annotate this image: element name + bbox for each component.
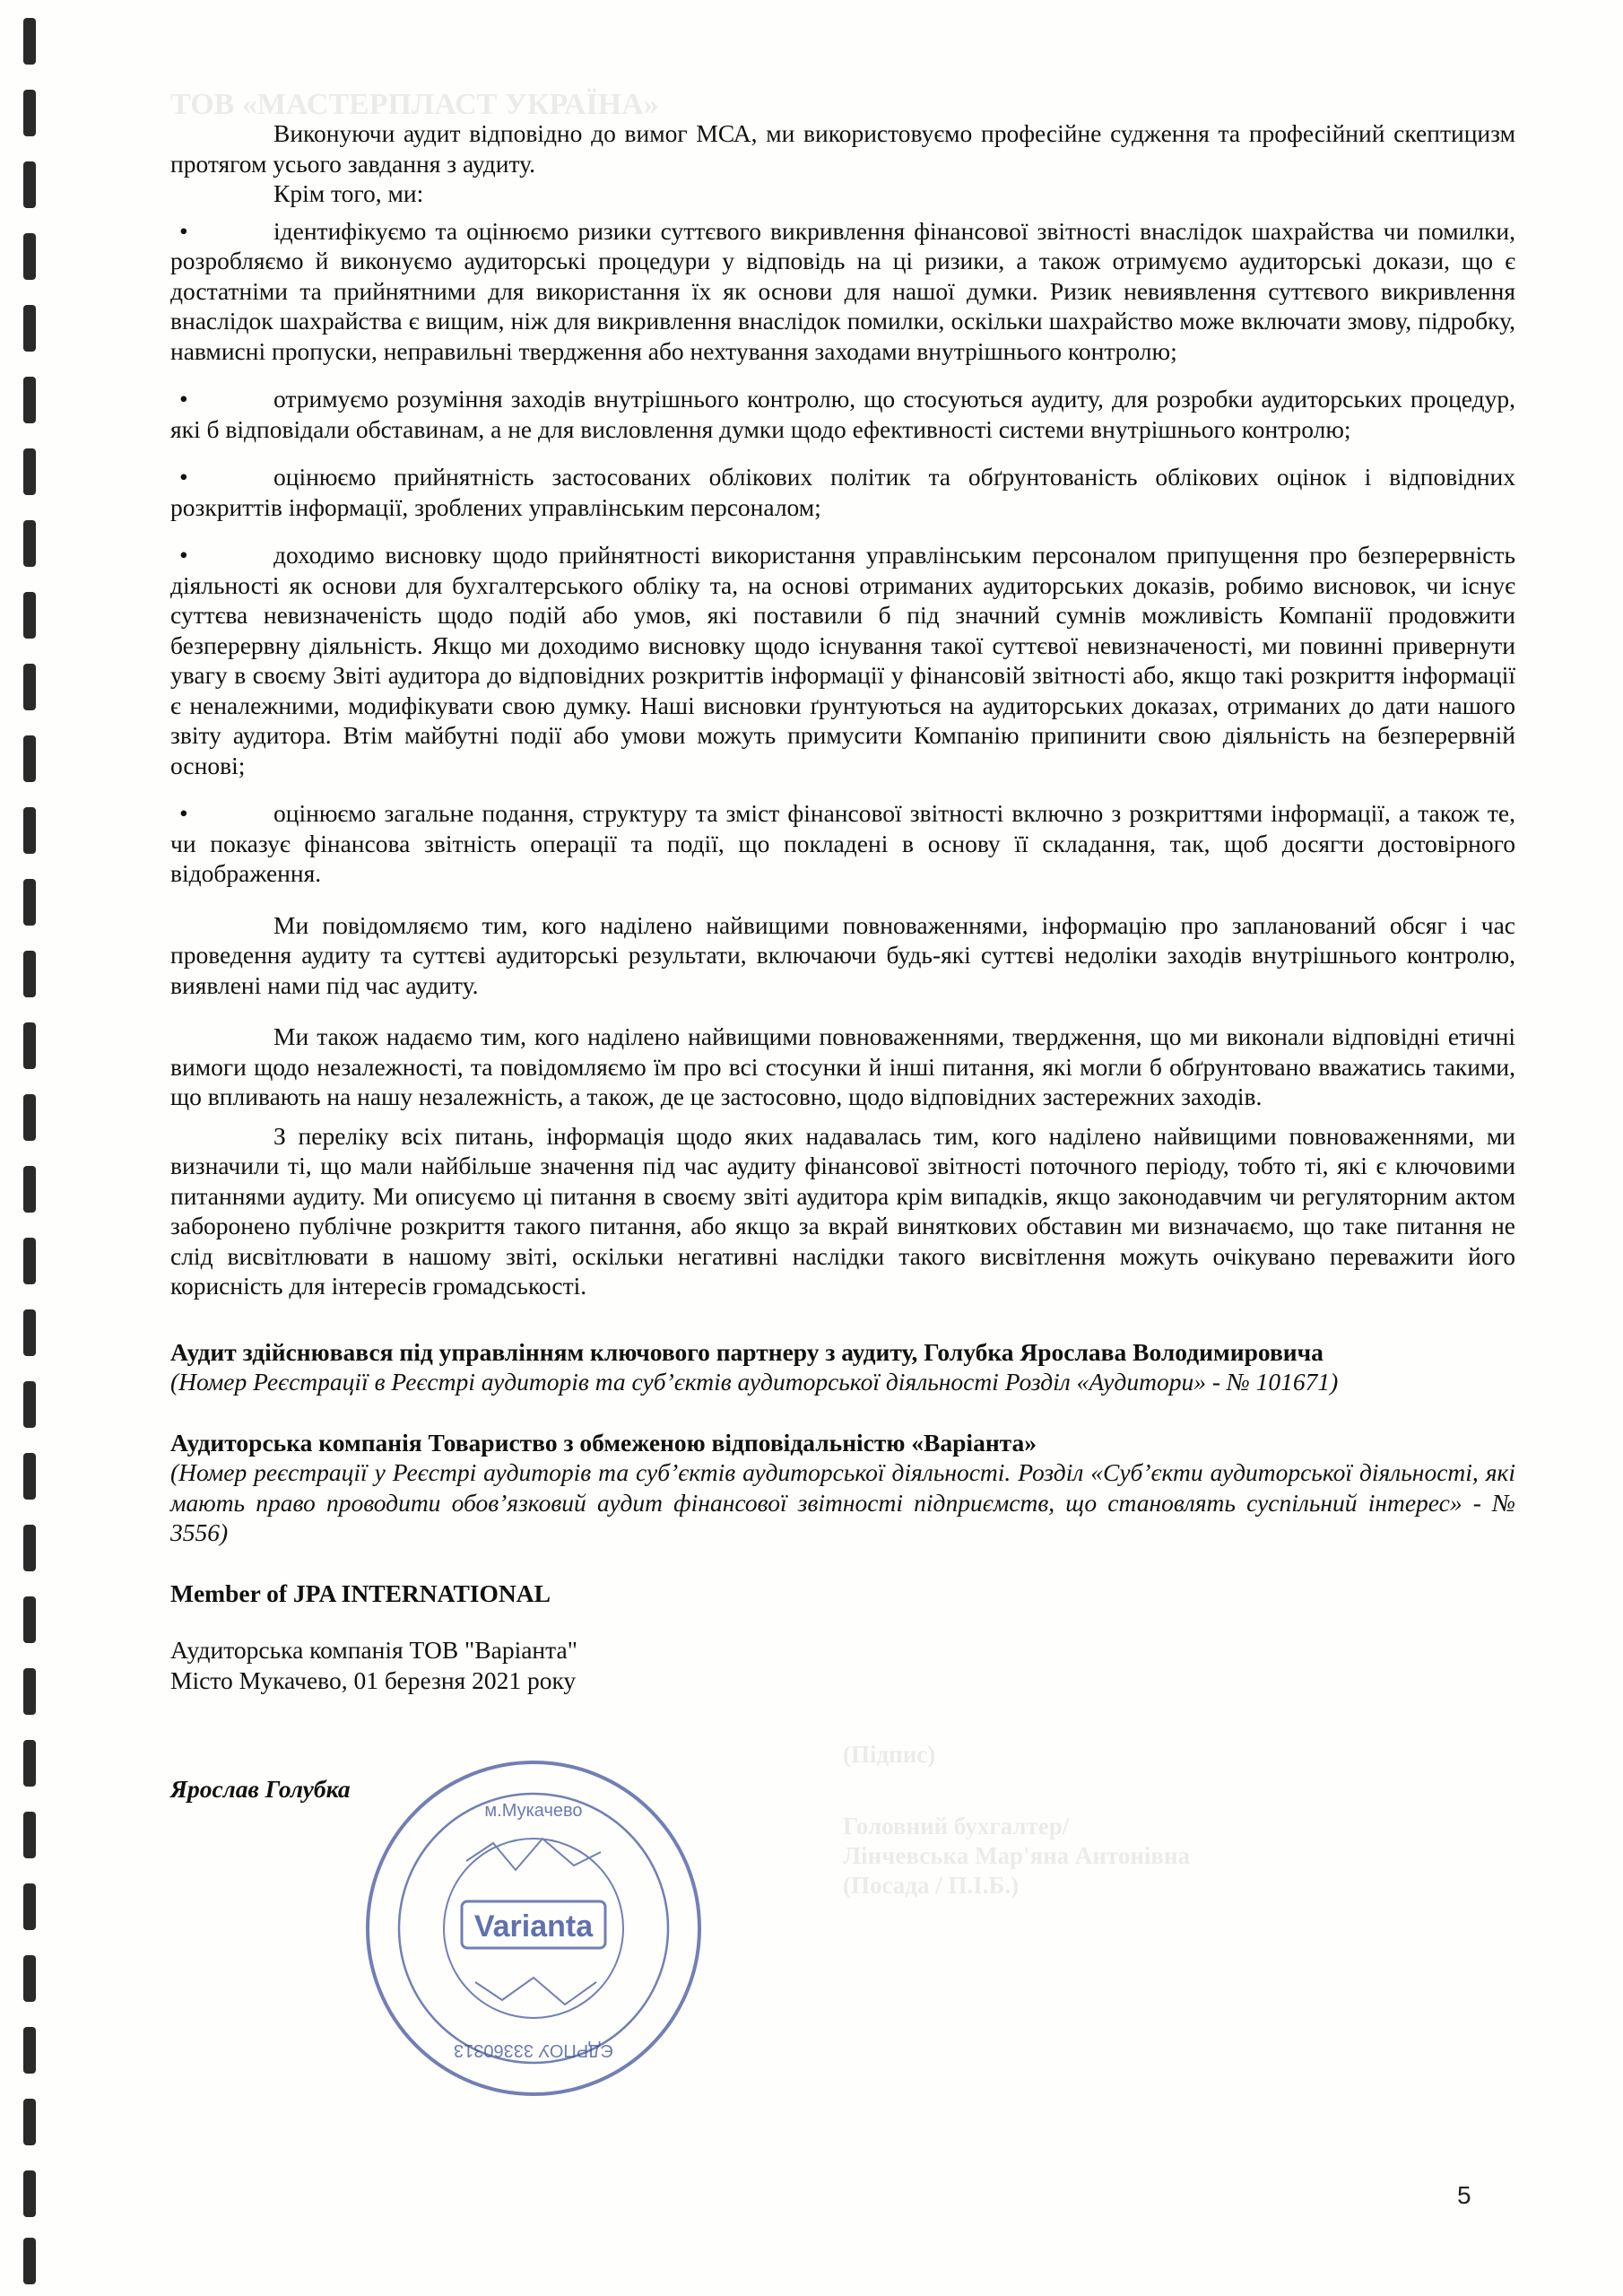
binding-hole (23, 807, 36, 854)
paragraph: Ми також надаємо тим, кого наділено найвищими повноваженнями, твердження, що ми виконали відповідні етичні вимоги щодо незалежності, та повідомляємо їм про всі стосунки й інші питання, які могли б обґрунтовано вважатись такими, що впливають на нашу незалежність, а також, де це застосовно, щодо відповідних застережних заходів. (170, 1022, 1515, 1110)
bullet-symbol: • (179, 463, 188, 491)
bleed-through-text: (Посада / П.І.Б.) (843, 1872, 1020, 1899)
bullet-text: отримуємо розуміння заходів внутрішнього контролю, що стосуються аудиту, для розробки аудиторських процедур, які б відповідали обставинам, а не для висловлення думки щодо ефективності системи внутрішнього контролю; (170, 385, 1515, 443)
seal-code-text: ЄДРПОУ 33360313 (454, 2040, 613, 2060)
partner-registration: (Номер Реєстрації в Реєстрі аудиторів та суб’єктів аудиторської діяльності Розділ «Аудитори» - № 101671) (170, 1368, 1339, 1396)
paragraph: Виконуючи аудит відповідно до вимог МСА, ми використовуємо професійне судження та професійний скептицизм протягом усього завдання з аудиту. (170, 119, 1515, 178)
bleed-through-text: (Підпис) (843, 1741, 936, 1768)
membership-line: Member of JPA INTERNATIONAL (170, 1578, 551, 1607)
binding-hole (23, 592, 36, 639)
seal-center-text: Varianta (473, 1909, 594, 1944)
bleed-through-text: Головний бухгалтер/ (843, 1813, 1070, 1839)
binding-hole (23, 2099, 36, 2145)
bullet-text: оцінюємо загальне подання, структуру та зміст фінансової звітності включно з розкриттями інформації, а також те, чи показує фінансова звітність операції та події, що покладені в основу її складання, так, щоб досягти достовірного відображення. (170, 799, 1515, 887)
bullet-symbol: • (179, 799, 188, 827)
paragraph: Крім того, ми: (273, 179, 424, 207)
bullet-text: доходимо висновку щодо прийнятності використання управлінським персоналом припущення про безперервність діяльності як основи для бухгалтерського обліку та, на основі отриманих аудиторських доказів, робимо висновок, чи існує суттєва невизначеність щодо подій або умов, які поставили б під значний сумнів можливість Компанії продовжити безперервну діяльність. Якщо ми доходимо висновку щодо існування такої суттєвої невизначеності, ми повинні привернути увагу в своєму Звіті аудитора до відповідних розкриттів інформації у фінансовій звітності або, якщо такі розкриття інформації є неналежними, модифікувати свою думку. Наші висновки ґрунтуються на аудиторських доказах, отриманих до дати нашого звіту аудитора. Втім майбутні події або умови можуть примусити Компанію припинити свою діяльність на безперервній основі; (170, 541, 1515, 779)
page-number: 5 (1457, 2181, 1471, 2209)
binding-hole (23, 1668, 36, 1715)
bullet-symbol: • (179, 216, 188, 245)
binding-hole (23, 1955, 36, 2002)
bullet-item (170, 462, 1515, 522)
binding-hole (23, 879, 36, 926)
binding-hole (23, 305, 36, 352)
partner-line: Аудит здійснювався під управлінням ключового партнеру з аудиту, Голубка Ярослава Володимировича (170, 1337, 1324, 1366)
binding-hole (23, 2238, 36, 2284)
binding-hole (23, 1883, 36, 1930)
binding-hole (23, 1740, 36, 1787)
company-registration: (Номер реєстрації у Реєстрі аудиторів та суб’єктів аудиторської діяльності. Розділ «Суб’єкти аудиторської діяльності, які мають право проводити обов’язковий аудит фінансової звітності підприємств, що становлять суспільний інтерес» - № 3556) (170, 1458, 1515, 1546)
bleed-through-text: Лінчевська Мар'яна Антонівна (843, 1842, 1191, 1869)
bullet-item (170, 384, 1515, 444)
binding-hole (23, 161, 36, 208)
seal-city-text: м.Мукачево (484, 1801, 583, 1821)
binding-hole (23, 1525, 36, 1571)
bullet-symbol: • (179, 385, 188, 413)
binding-hole (23, 1238, 36, 1284)
binding-hole (23, 1094, 36, 1141)
binding-holes (0, 0, 72, 2296)
binding-hole (23, 1309, 36, 1356)
binding-hole (23, 520, 36, 567)
binding-hole (23, 2170, 36, 2217)
binding-hole (23, 1022, 36, 1069)
bleed-through-title: ТОВ «МАСТЕРПЛАСТ УКРАЇНА» (170, 88, 659, 121)
bullet-item (170, 540, 1515, 780)
signer-name: Ярослав Голубка (170, 1775, 351, 1803)
binding-hole (23, 1596, 36, 1643)
binding-hole (23, 1453, 36, 1500)
binding-hole (23, 1381, 36, 1428)
paragraph: З переліку всіх питань, інформація щодо яких надавалась тим, кого наділено найвищими повноваженнями, ми визначили ті, що мали найбільше значення під час аудиту фінансової звітності поточного періоду, тобто ті, які є ключовими питаннями аудиту. Ми описуємо ці питання в своєму звіті аудитора крім випадків, якщо законодавчим чи регуляторним актом заборонено публічне розкриття такого питання, або якщо за вкрай виняткових обставин ми визначаємо, що таке питання не слід висвітлювати в нашому звіті, оскільки негативні наслідки такого висвітлення можуть очікувано переважити його корисність для інтересів громадськості. (170, 1121, 1515, 1300)
report-body (170, 118, 1515, 1805)
binding-hole (23, 90, 36, 136)
binding-hole (23, 18, 36, 65)
bullet-symbol: • (179, 541, 188, 569)
binding-hole (23, 1812, 36, 1858)
bullet-text: оцінюємо прийнятність застосованих облікових політик та обґрунтованість облікових оцінок і відповідних розкриттів інформації, зроблених управлінським персоналом; (170, 463, 1515, 521)
bullet-item (170, 798, 1515, 889)
bullet-item (170, 216, 1515, 367)
bullet-text: ідентифікуємо та оцінюємо ризики суттєвого викривлення фінансової звітності внаслідок шахрайства чи помилки, розробляємо й виконуємо аудиторські процедури у відповідь на ці ризики, а також отримуємо аудиторські докази, що є достатніми та прийнятними для використання їх як основи для нашої думки. Ризик невиявлення суттєвого викривлення внаслідок шахрайства є вищим, ніж для викривлення внаслідок помилки, оскільки шахрайство може включати змову, підробку, навмисні пропуски, неправильні твердження або нехтування заходами внутрішнього контролю; (170, 216, 1515, 365)
binding-hole (23, 377, 36, 423)
binding-hole (23, 233, 36, 280)
binding-hole (23, 735, 36, 782)
binding-hole (23, 2027, 36, 2074)
company-line: Аудиторська компанія Товариство з обмеженою відповідальністю «Варіанта» (170, 1428, 1037, 1457)
binding-hole (23, 951, 36, 997)
paragraph: Ми повідомляємо тим, кого наділено найвищими повноваженнями, інформацію про запланований обсяг і час проведення аудиту та суттєві аудиторські результати, включаючи будь-які суттєві недоліки заходів внутрішнього контролю, виявлені нами під час аудиту. (170, 910, 1515, 999)
binding-hole (23, 664, 36, 710)
binding-hole (23, 448, 36, 495)
binding-hole (23, 1166, 36, 1213)
company-short-name: Аудиторська компанія ТОВ "Варіанта" (170, 1636, 577, 1664)
company-seal (359, 1753, 708, 2103)
city-date: Місто Мукачево, 01 березня 2021 року (170, 1665, 577, 1694)
